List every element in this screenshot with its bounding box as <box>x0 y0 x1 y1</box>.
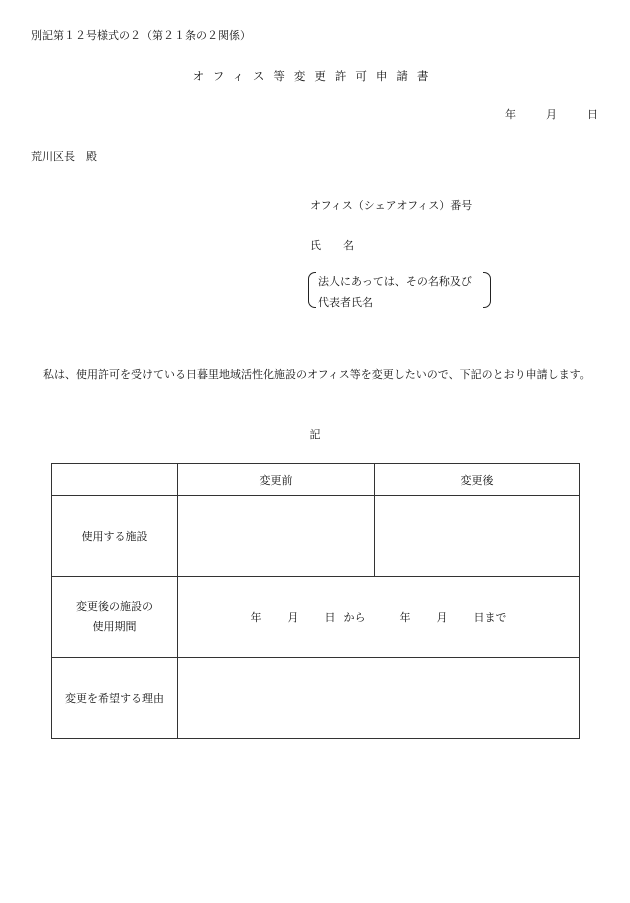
period-label-line1: 変更後の施設の <box>76 600 153 613</box>
header-before: 変更前 <box>178 464 375 496</box>
period-start-month: 月 <box>287 611 299 624</box>
facility-before-field[interactable] <box>178 496 375 577</box>
period-label-line2: 使用期間 <box>92 620 137 633</box>
period-start-day: 日 <box>324 611 336 624</box>
addressee: 荒川区長 殿 <box>31 150 97 163</box>
application-statement: 私は、使用許可を受けている日暮里地域活性化施設のオフィス等を変更したいので、下記のとおり申請します。 <box>43 368 591 381</box>
period-label <box>52 577 178 658</box>
period-end-year: 年 <box>399 611 411 624</box>
corporation-note-line2: 代表者氏名 <box>318 296 373 309</box>
reason-row <box>52 658 580 739</box>
form-number: 別記第１２号様式の２（第２１条の２関係） <box>31 29 251 42</box>
period-end-day: 日まで <box>473 611 507 624</box>
header-after: 変更後 <box>375 464 580 496</box>
ki-heading: 記 <box>309 428 321 441</box>
facility-after-field[interactable] <box>375 496 580 577</box>
name-label-char1: 氏 <box>310 239 321 252</box>
left-bracket <box>308 272 316 308</box>
date-month-label: 月 <box>546 108 557 121</box>
application-date <box>505 106 598 122</box>
period-end-month: 月 <box>436 611 448 624</box>
facility-row <box>52 496 580 577</box>
header-empty-cell <box>52 464 178 496</box>
table-header-row <box>52 464 580 496</box>
facility-label: 使用する施設 <box>52 496 178 577</box>
period-field[interactable] <box>178 577 580 658</box>
applicant-name-label <box>310 237 354 253</box>
period-row <box>52 577 580 658</box>
name-label-char2: 名 <box>343 239 354 252</box>
reason-label: 変更を希望する理由 <box>52 658 178 739</box>
change-details-table <box>51 463 580 739</box>
document-title: オフィス等変更許可申請書 <box>192 69 438 83</box>
right-bracket <box>483 272 491 308</box>
reason-field[interactable] <box>178 658 580 739</box>
period-from: から <box>343 611 366 624</box>
date-day-label: 日 <box>587 108 598 121</box>
corporation-note-line1: 法人にあっては、その名称及び <box>318 275 472 288</box>
office-number-label: オフィス（シェアオフィス）番号 <box>310 199 473 212</box>
period-start-year: 年 <box>250 611 262 624</box>
corporation-note <box>308 270 491 310</box>
date-year-label: 年 <box>505 108 516 121</box>
